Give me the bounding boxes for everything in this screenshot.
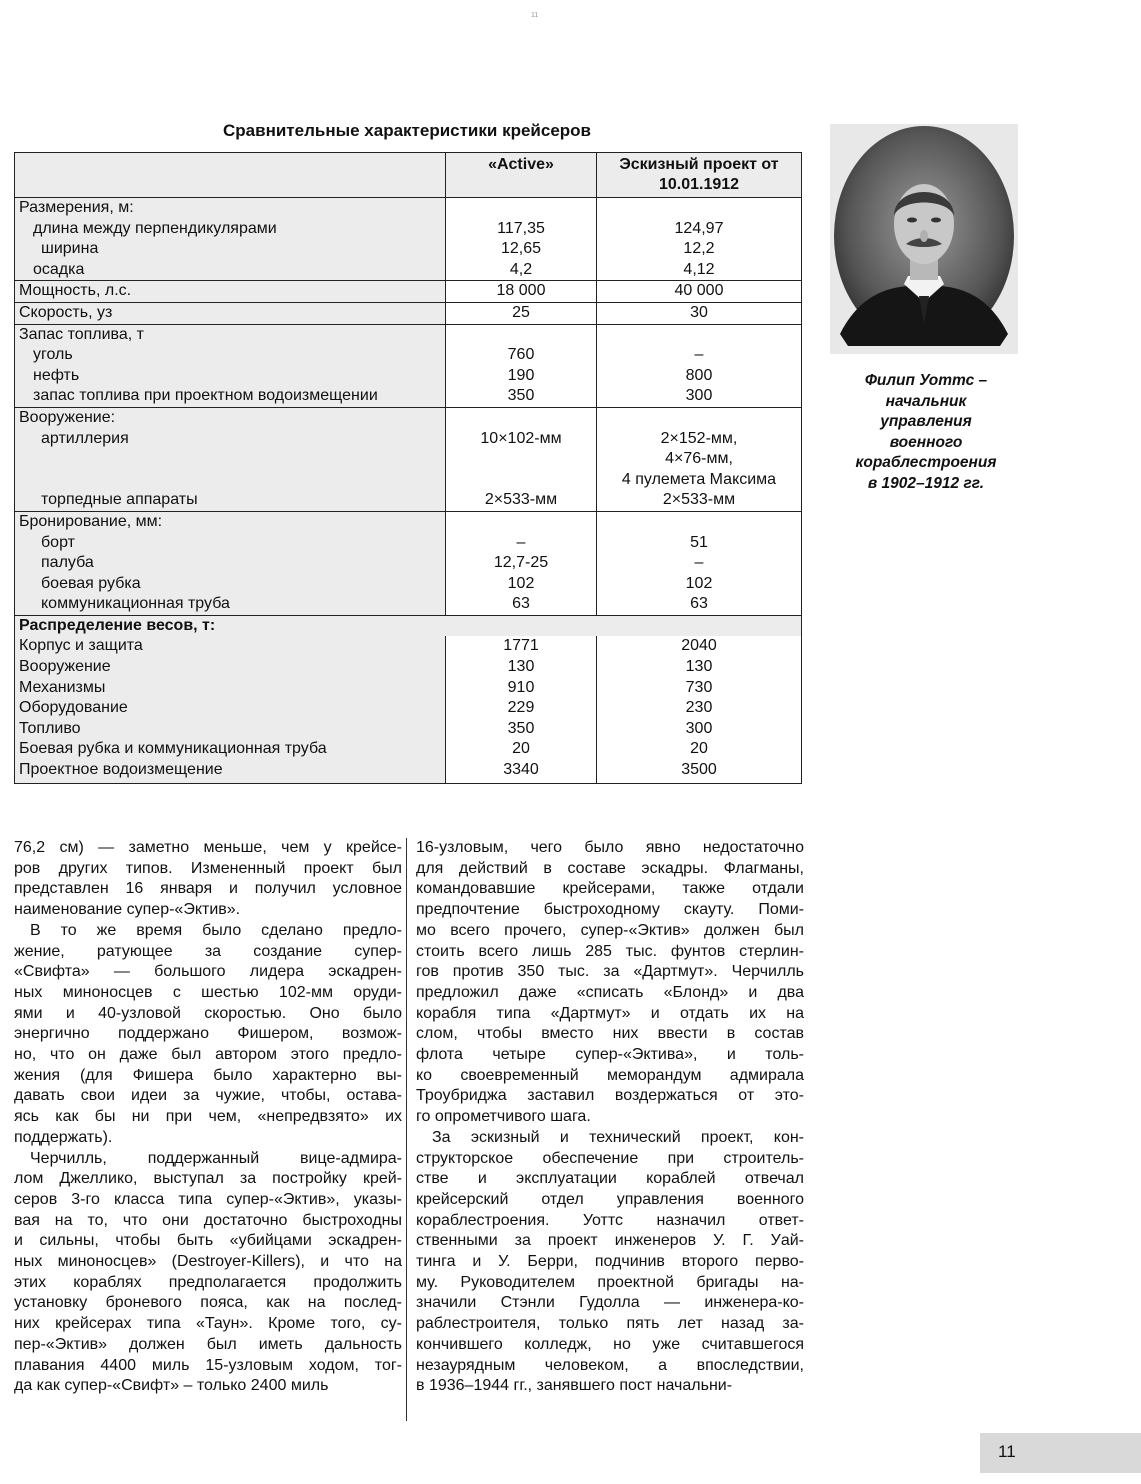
cell-line: нефть [33, 366, 80, 384]
cell-line: 760 [507, 346, 535, 364]
text-line: структорское обеспечение при строитель- [416, 1149, 804, 1167]
row-label-cell [15, 511, 446, 615]
active-value-cell [446, 324, 597, 407]
cell-line: Запас топлива, т [19, 325, 144, 343]
cell-line: Вооружение [19, 658, 111, 676]
cell-line: Корпус и защита [19, 637, 143, 655]
cell-line: Боевая рубка и коммуникационная труба [19, 740, 327, 758]
cell-line [19, 449, 441, 470]
header-cell-project: Эскизный проект от 10.01.1912 [597, 153, 802, 198]
cell-line: 20 [690, 740, 708, 758]
text-line: представлен 16 января и получил условное [14, 880, 402, 898]
cell-line: 4 пулемета Максима [621, 470, 777, 488]
cell-line: Проектное водоизмещение [19, 761, 223, 779]
text-line: ями и 40-узловой скоростью. Оно было [14, 1004, 402, 1022]
cell-line: 190 [507, 366, 535, 384]
cell-line [450, 198, 592, 219]
text-line: За эскизный и технический проект, кон- [432, 1128, 804, 1146]
cell-line: Топливо [19, 719, 81, 737]
cell-line: 730 [685, 678, 713, 696]
text-line: жение, ратующее за создание супер- [14, 942, 402, 960]
cell-line: 4,2 [509, 260, 533, 278]
cell-line: палуба [41, 554, 94, 572]
cell-line: длина между перпендикулярами [33, 219, 277, 237]
portrait-caption [832, 371, 1020, 495]
weights-project-cell [597, 636, 802, 783]
text-line: поддержать). [14, 1128, 113, 1146]
paragraph [416, 1128, 804, 1397]
caption-line: кораблестроения [855, 454, 997, 472]
text-line: слом, чтобы вместо них ввести в состав [416, 1025, 804, 1043]
text-line: мо всего прочего, супер-«Эктив» должен был [416, 921, 804, 939]
cell-line: 30 [690, 303, 708, 321]
text-line: В то же время было сделано предло- [30, 921, 402, 939]
text-line: ственными за проект инженеров У. Г. Уай- [416, 1232, 804, 1250]
text-line: 76,2 см) — заметно меньше, чем у крейсе- [14, 839, 402, 856]
header-cell-active: «Active» [446, 153, 597, 198]
text-line: го опрометчивого шага. [416, 1108, 591, 1126]
caption-line: военного [889, 433, 963, 451]
portrait-image [830, 124, 1018, 354]
weights-header-cell [15, 615, 802, 636]
active-value-cell [446, 511, 597, 615]
paragraph [416, 838, 804, 1128]
table-row [15, 302, 802, 324]
cell-line: 300 [685, 387, 713, 405]
cell-line: 51 [690, 533, 708, 551]
header-cell-blank [15, 153, 446, 198]
cell-line: Механизмы [19, 678, 106, 696]
cell-line: 63 [512, 595, 530, 613]
cell-line: 12,65 [500, 240, 542, 258]
page-top-mark: 11 [531, 12, 539, 19]
text-line: гов против 350 тыс. за «Дартмут». Черчилль [416, 963, 804, 981]
text-column-right [416, 838, 804, 1397]
cell-line [601, 198, 797, 219]
caption-line: начальник [885, 392, 967, 410]
text-line: для действий в составе эскадры. Флагманы, [416, 859, 804, 877]
cell-line: 3500 [681, 761, 717, 779]
cell-line: 300 [685, 719, 713, 737]
cell-line: артиллерия [41, 429, 129, 447]
portrait-photo [830, 124, 1018, 354]
text-line: установку броневого пояса, как на послед- [14, 1294, 402, 1312]
cell-line: – [694, 346, 704, 364]
text-line: ров других типов. Измененный проект был [14, 859, 402, 877]
cell-line [450, 408, 592, 429]
caption-line: управления [880, 413, 972, 431]
text-line: и сильны, чтобы быть «убийцами эскадрен- [14, 1232, 402, 1250]
cell-line: 2040 [681, 637, 717, 655]
text-line: флота четыре супер-«Эктива», и толь- [416, 1046, 804, 1064]
caption-line: в 1902–1912 гг. [867, 474, 985, 492]
cell-line: 102 [685, 574, 713, 592]
weights-header-row [15, 615, 802, 636]
cell-line: 20 [512, 740, 530, 758]
cell-line: 1771 [503, 637, 539, 655]
project-value-cell [597, 324, 802, 407]
caption-line: Филип Уоттс – [864, 372, 988, 389]
table-body [15, 198, 802, 784]
cell-line: 910 [507, 678, 535, 696]
active-value-cell [446, 407, 597, 511]
cell-line: Размерения, м: [19, 199, 134, 216]
text-line: му. Руководителем проектной бригады на- [416, 1273, 804, 1291]
cell-line: ширина [41, 240, 99, 258]
text-line: кораблестроения. Уоттс назначил ответ- [416, 1211, 804, 1229]
cell-line: – [516, 533, 526, 551]
row-label-cell [15, 324, 446, 407]
table-row [15, 511, 802, 615]
cell-line: 2×152-мм, [660, 429, 738, 447]
text-line: но, что он даже был автором этого предло- [14, 1046, 402, 1064]
text-line: этих кораблях предполагается продолжить [14, 1273, 402, 1291]
cell-line: Вооружение: [19, 408, 116, 426]
text-column-left [14, 838, 402, 1397]
paragraph [14, 838, 402, 921]
cell-line: осадка [33, 260, 85, 278]
cell-line: 130 [507, 658, 535, 676]
table-row [15, 407, 802, 511]
table-row [15, 198, 802, 281]
weights-label-cell [15, 636, 446, 783]
cell-line: 350 [507, 387, 535, 405]
cell-line: 117,35 [497, 219, 545, 237]
cell-line: 124,97 [674, 219, 724, 237]
table-header-row [15, 153, 802, 198]
cell-line: 12,7-25 [493, 554, 549, 572]
text-line: крейсерский отдел управления военного [416, 1190, 804, 1208]
cell-line: торпедные аппараты [41, 491, 198, 509]
text-line: «Свифта» — большого лидера эскадрен- [14, 963, 402, 981]
comparison-table [14, 152, 802, 784]
text-line: энергично поддержано Фишером, возмож- [14, 1025, 402, 1043]
page-number: 11 [998, 1442, 1016, 1461]
text-line: Черчилль, поддержанный вице-адмира- [30, 1149, 402, 1167]
paragraph [14, 1149, 402, 1397]
cell-line: Бронирование, мм: [19, 512, 163, 530]
cell-line: запас топлива при проектном водоизмещении [33, 387, 378, 405]
text-line: предпочтение быстроходному скауту. Поми- [416, 901, 804, 919]
project-value-cell [597, 407, 802, 511]
cell-line: 130 [685, 658, 713, 676]
cell-line: 230 [685, 699, 713, 717]
cell-line: 10×102-мм [480, 429, 562, 447]
text-line: значили Стэнли Гудолла — инженера-ко- [416, 1294, 804, 1312]
cell-line [19, 470, 441, 491]
text-line: вая на то, что они достаточно быстроходны [14, 1211, 402, 1229]
cell-line: 18 000 [496, 282, 546, 300]
text-line: серов 3-го класса типа супер-«Эктив», указы- [14, 1190, 402, 1208]
text-line: кончившего колледж, но уже считавшегося [416, 1335, 804, 1353]
cell-line: Оборудование [19, 699, 128, 717]
project-value-cell [597, 198, 802, 281]
text-line: плавания 4400 миль 15-узловым ходом, тог- [14, 1356, 402, 1374]
cell-line: 4×76-мм, [665, 450, 733, 468]
project-value-cell [597, 281, 802, 303]
text-line: предложил даже «списать «Блонд» и два [416, 983, 804, 1001]
cell-line: 12,2 [683, 240, 715, 258]
cell-line [450, 512, 592, 533]
cell-line: уголь [33, 346, 73, 364]
cell-line [450, 470, 592, 491]
column-divider [406, 838, 407, 1421]
cell-line: 40 000 [674, 282, 724, 300]
row-label-cell [15, 281, 446, 303]
text-line: давать свои идеи за чужие, чтобы, остава- [14, 1087, 402, 1105]
cell-line: 800 [685, 366, 713, 384]
cell-line [450, 449, 592, 470]
cell-line: 2×533-мм [484, 491, 558, 509]
text-line: лом Джеллико, выступал за постройку крей- [14, 1170, 402, 1188]
table-title: Сравнительные характеристики крейсеров [223, 121, 591, 140]
cell-line: 229 [507, 699, 535, 717]
text-line: ко своевременный меморандум адмирала [416, 1066, 804, 1084]
cell-line: 102 [507, 574, 535, 592]
cell-line: боевая рубка [41, 574, 141, 592]
cell-line [601, 325, 797, 346]
weights-header-text: Распределение весов, т: [19, 616, 216, 634]
text-line: пер-«Эктив» должен был иметь дальность [14, 1335, 402, 1353]
row-label-cell [15, 407, 446, 511]
text-line: корабля типа «Дартмут» и отдать их на [416, 1004, 804, 1022]
page-number-box [980, 1433, 1141, 1473]
text-line: ных миноносцев с шестью 102-мм оруди- [14, 983, 402, 1001]
table-row [15, 324, 802, 407]
weights-row [15, 636, 802, 783]
row-label-cell [15, 302, 446, 324]
text-line: стоить всего лишь 285 тыс. фунтов стерлин- [416, 942, 804, 960]
project-value-cell [597, 302, 802, 324]
text-line: Троубриджа заставил воздержаться от это- [416, 1087, 804, 1105]
text-line: них крейсерах типа «Таун». Кроме того, су- [14, 1315, 402, 1333]
cell-line: 25 [512, 303, 530, 321]
cell-line [450, 325, 592, 346]
paragraph [14, 921, 402, 1149]
cell-line: 350 [507, 719, 535, 737]
text-line: да как супер-«Свифт» – только 2400 миль [14, 1377, 329, 1395]
cell-line [601, 408, 797, 429]
table-row [15, 281, 802, 303]
active-value-cell [446, 198, 597, 281]
cell-line: 2×533-мм [662, 491, 736, 509]
cell-line: 3340 [503, 761, 539, 779]
cell-line: Скорость, уз [19, 303, 113, 321]
text-line: ясь как бы ни при чем, «непредвзято» их [14, 1108, 402, 1126]
text-line: стве и эксплуатации кораблей отвечал [416, 1170, 804, 1188]
cell-line: – [694, 554, 704, 572]
weights-active-cell [446, 636, 597, 783]
text-line: раблестроителя, только пять лет назад за- [416, 1315, 804, 1333]
cell-line: 4,12 [683, 260, 715, 278]
cell-line: борт [41, 533, 75, 551]
text-line: ных миноносцев» (Destroyer-Killers), и что на [14, 1253, 402, 1271]
cell-line [601, 512, 797, 533]
text-line: в 1936–1944 гг., занявшего пост начальни- [416, 1377, 733, 1395]
text-line: наименование супер-«Эктив». [14, 901, 241, 919]
text-line: 16-узловым, чего было явно недостаточно [416, 839, 804, 856]
row-label-cell [15, 198, 446, 281]
text-line: жения (для Фишера было характерно вы- [14, 1066, 402, 1084]
active-value-cell [446, 302, 597, 324]
text-line: тинга и У. Берри, подчинив второго перво- [416, 1253, 804, 1271]
text-line: незаурядным человеком, а впоследствии, [416, 1356, 804, 1374]
cell-line: 63 [690, 595, 708, 613]
cell-line: Мощность, л.с. [19, 282, 132, 300]
text-line: командовавшие крейсерами, также отдали [416, 880, 804, 898]
active-value-cell [446, 281, 597, 303]
cell-line: коммуникационная труба [41, 595, 230, 613]
project-value-cell [597, 511, 802, 615]
